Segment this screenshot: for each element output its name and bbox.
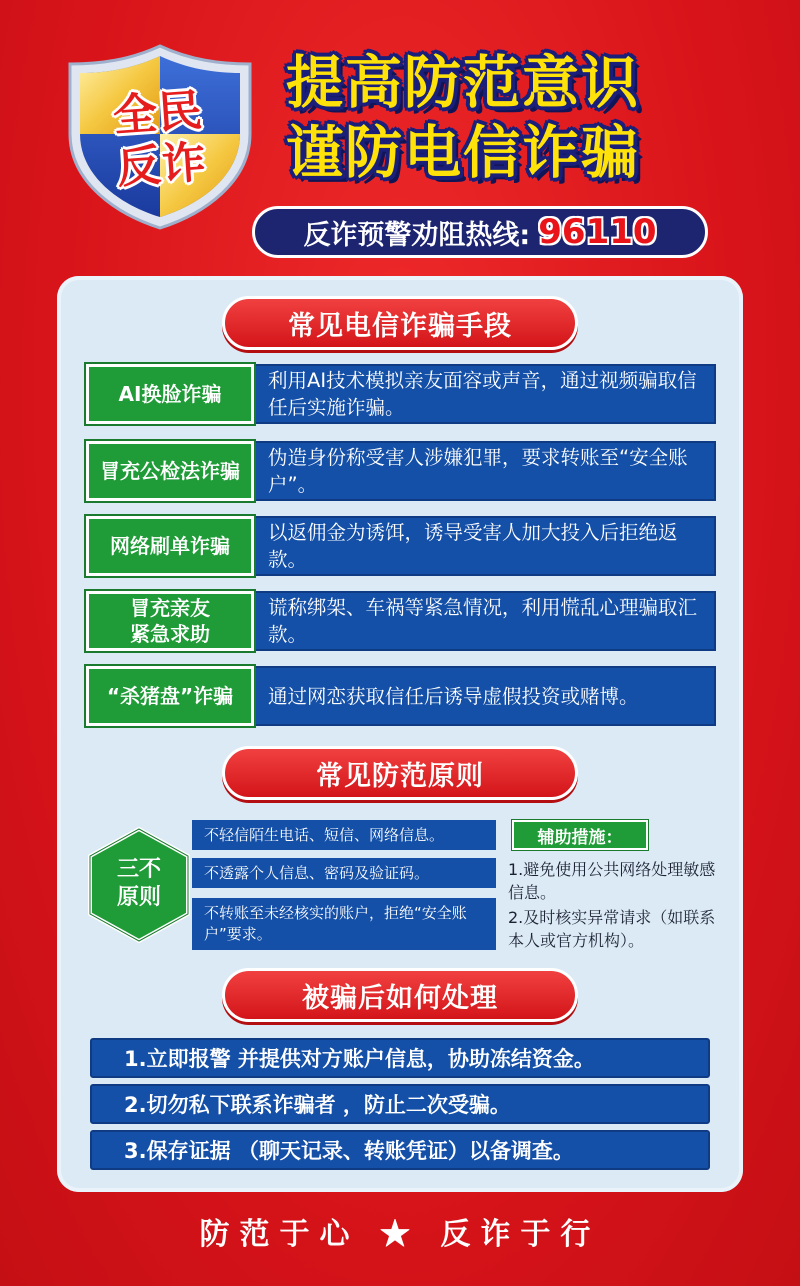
fraud-desc: 利用AI技术模拟亲友面容或声音，通过视频骗取信任后实施诈骗。 [252,364,716,424]
step-item: 1.立即报警 并提供对方账户信息，协助冻结资金。 [90,1038,710,1078]
shield-line2: 反诈 [115,136,209,195]
section-title-fraud: 常见电信诈骗手段 [222,296,578,350]
fraud-tag-line1: 冒充亲友 [130,596,210,620]
rule-item: 不透露个人信息、密码及验证码。 [192,858,496,888]
fraud-tag [86,591,254,651]
principle-hexagon [86,826,192,944]
fraud-tag: “杀猪盘”诈骗 [86,666,254,726]
shield-line1: 全民 [111,84,205,143]
fraud-desc: 以返佣金为诱饵，诱导受害人加大投入后拒绝返款。 [252,516,716,576]
fraud-desc: 谎称绑架、车祸等紧急情况，利用慌乱心理骗取汇款。 [252,591,716,651]
fraud-desc: 通过网恋获取信任后诱导虚假投资或赌博。 [252,666,716,726]
fraud-item [86,666,716,726]
rule-item: 不轻信陌生电话、短信、网络信息。 [192,820,496,850]
footer-slogan: 防范于心 ★ 反诈于行 [199,1217,601,1252]
hotline-label: 反诈预警劝阻热线: [303,219,531,251]
title-line1: 提高防范意识 [286,50,640,116]
step-item: 3.保存证据 （聊天记录、转账凭证）以备调查。 [90,1130,710,1170]
hex-line1: 三不 [116,857,161,882]
shield-text [57,81,264,199]
section-title-after: 被骗后如何处理 [222,968,578,1022]
fraud-tag: 冒充公检法诈骗 [86,441,254,501]
rule-item: 不转账至未经核实的账户，拒绝“安全账户”要求。 [192,898,496,950]
hotline-banner [252,206,708,258]
step-item: 2.切勿私下联系诈骗者 ，防止二次受骗。 [90,1084,710,1124]
section-title-principles: 常见防范原则 [222,746,578,800]
hex-line2: 原则 [116,885,161,910]
fraud-item [86,516,716,576]
fraud-tag: 网络刷单诈骗 [86,516,254,576]
fraud-item [86,441,716,501]
aid-item: 2.及时核实异常请求（如联系本人或官方机构）。 [508,908,716,950]
fraud-item [86,364,716,424]
title-line2: 谨防电信诈骗 [286,120,640,186]
fraud-desc: 伪造身份称受害人涉嫌犯罪，要求转账至“安全账户”。 [252,441,716,501]
hotline-number: 96110 [538,212,657,252]
aid-item: 1.避免使用公共网络处理敏感信息。 [508,860,716,902]
aid-title: 辅助措施： [512,820,648,850]
fraud-item [86,591,716,651]
fraud-tag-line2: 紧急求助 [130,622,210,646]
fraud-tag: AI换脸诈骗 [86,364,254,424]
shield-badge [60,42,260,232]
